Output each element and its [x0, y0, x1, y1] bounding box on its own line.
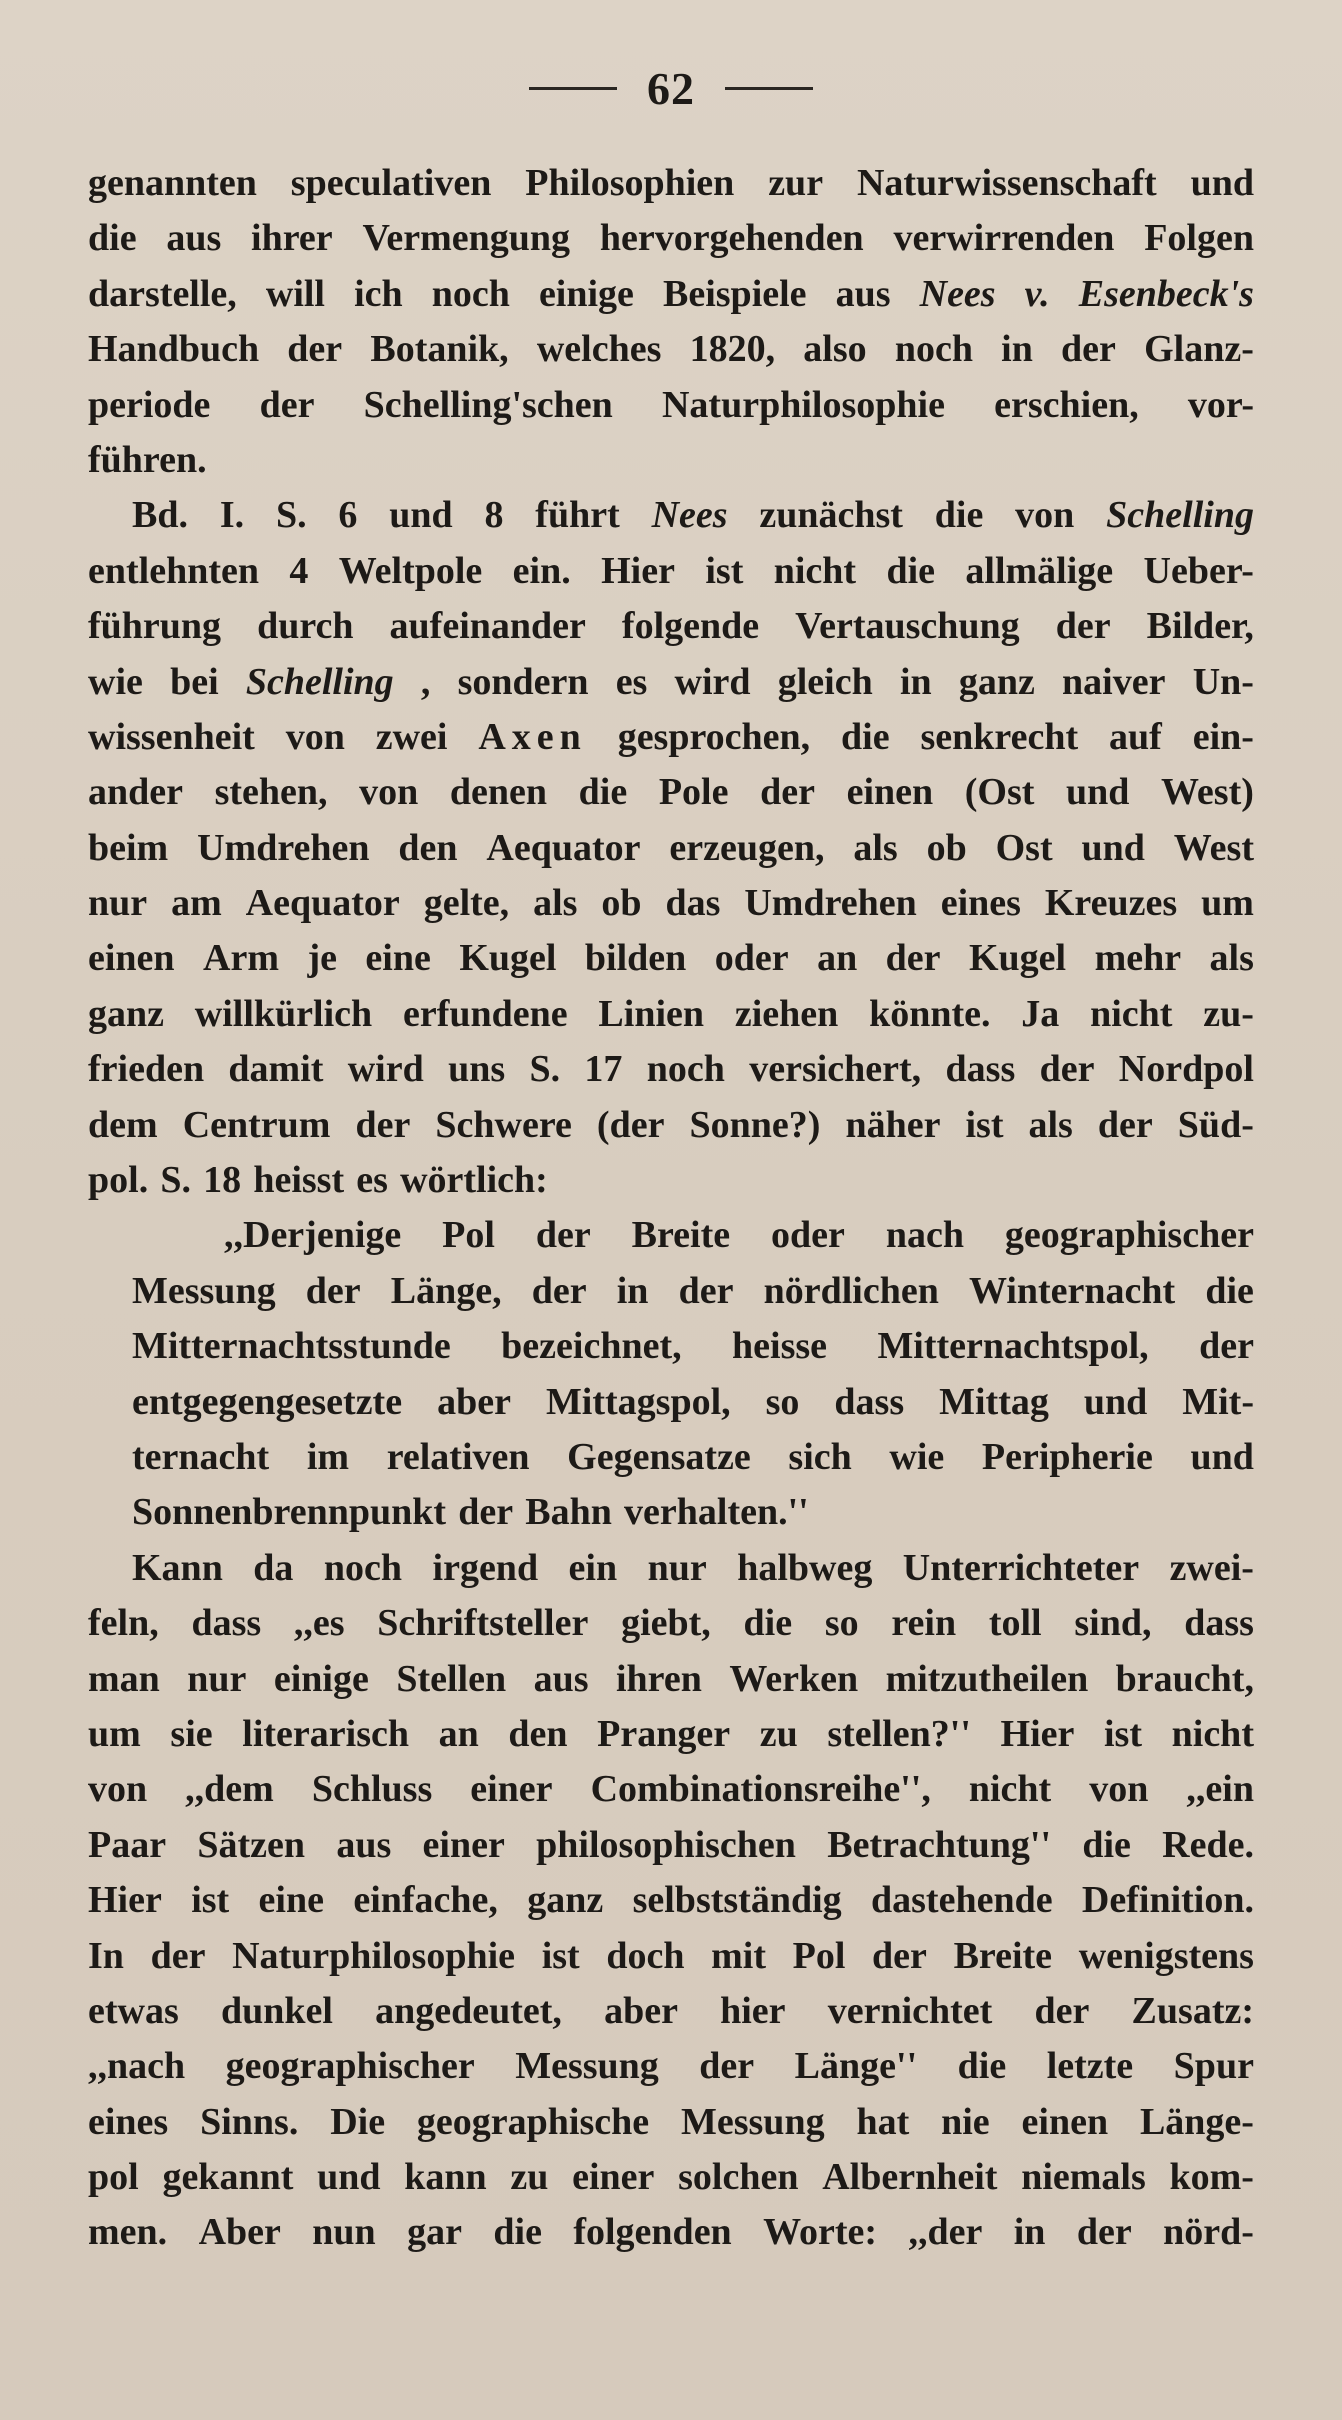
page-number: 62	[647, 63, 695, 114]
text-line: ander stehen, von denen die Pole der einen (Ost und West)	[88, 771, 1254, 814]
text-line: entgegengesetzte aber Mittagspol, so dass Mittag und Mit-	[132, 1380, 1254, 1423]
text-line: pol gekannt und kann zu einer solchen Albernheit niemals kom-	[88, 2156, 1254, 2199]
text-line: Handbuch der Botanik, welches 1820, also noch in der Glanz-	[88, 328, 1254, 371]
text-line: entlehnten 4 Weltpole ein. Hier ist nicht die allmälige Ueber-	[88, 549, 1254, 592]
text-line: wissenheit von zwei Axen gesprochen, die senkrecht auf ein-	[88, 715, 1254, 758]
text-line: ,,nach geographischer Messung der Länge'' die letzte Spur	[88, 2045, 1254, 2088]
text-line: etwas dunkel angedeutet, aber hier vernichtet der Zusatz:	[88, 1989, 1254, 2032]
text-line: genannten speculativen Philosophien zur Naturwissenschaft und	[88, 162, 1254, 204]
text-line: die aus ihrer Vermengung hervorgehenden verwirrenden Folgen	[88, 217, 1254, 260]
text-line: dem Centrum der Schwere (der Sonne?) näher ist als der Süd-	[88, 1103, 1254, 1146]
text-line: Hier ist eine einfache, ganz selbstständig dastehende Definition.	[88, 1879, 1254, 1922]
text-line: von ,,dem Schluss einer Combinationsreihe'', nicht von ,,ein	[88, 1768, 1254, 1811]
text-line: Kann da noch irgend ein nur halbweg Unterrichteter zwei-	[132, 1546, 1254, 1589]
text-line: ternacht im relativen Gegensatze sich wie Peripherie und	[132, 1435, 1254, 1478]
header-rule-left	[529, 87, 617, 90]
body-text	[88, 156, 1254, 2261]
text-line: man nur einige Stellen aus ihren Werken mitzutheilen braucht,	[88, 1657, 1254, 1700]
text-line: feln, dass ,,es Schriftsteller giebt, die so rein toll sind, dass	[88, 1602, 1254, 1645]
text-line: beim Umdrehen den Aequator erzeugen, als ob Ost und West	[88, 826, 1254, 869]
text-line: pol. S. 18 heisst es wörtlich:	[88, 1159, 548, 1202]
text-line: In der Naturphilosophie ist doch mit Pol der Breite wenigstens	[88, 1934, 1254, 1977]
text-line: frieden damit wird uns S. 17 noch versichert, dass der Nordpol	[88, 1048, 1254, 1091]
text-line: wie bei Schelling , sondern es wird gleich in ganz naiver Un-	[88, 660, 1254, 703]
text-line: führen.	[88, 438, 207, 481]
header-rule-right	[725, 87, 813, 90]
text-line: um sie literarisch an den Pranger zu stellen?'' Hier ist nicht	[88, 1712, 1254, 1755]
text-line: Mitternachtsstunde bezeichnet, heisse Mitternachtspol, der	[132, 1325, 1254, 1368]
text-line: periode der Schelling'schen Naturphilosophie erschien, vor-	[88, 383, 1254, 426]
text-line: eines Sinns. Die geographische Messung hat nie einen Länge-	[88, 2100, 1254, 2143]
text-line: nur am Aequator gelte, als ob das Umdrehen eines Kreuzes um	[88, 882, 1254, 925]
text-line: men. Aber nun gar die folgenden Worte: ,,der in der nörd-	[88, 2211, 1254, 2254]
text-line: einen Arm je eine Kugel bilden oder an der Kugel mehr als	[88, 937, 1254, 980]
text-line: Paar Sätzen aus einer philosophischen Betrachtung'' die Rede.	[88, 1823, 1254, 1866]
running-head	[0, 62, 1342, 122]
text-line: ,,Derjenige Pol der Breite oder nach geographischer	[224, 1214, 1254, 1257]
text-line: Bd. I. S. 6 und 8 führt Nees zunächst die von Schelling	[132, 494, 1254, 537]
text-line: ganz willkürlich erfundene Linien ziehen könnte. Ja nicht zu-	[88, 992, 1254, 1035]
text-line: Messung der Länge, der in der nördlichen Winternacht die	[132, 1269, 1254, 1312]
text-line: führung durch aufeinander folgende Vertauschung der Bilder,	[88, 605, 1254, 648]
text-line: Sonnenbrennpunkt der Bahn verhalten.''	[132, 1491, 809, 1534]
text-line: darstelle, will ich noch einige Beispiele aus Nees v. Esenbeck's	[88, 272, 1254, 315]
